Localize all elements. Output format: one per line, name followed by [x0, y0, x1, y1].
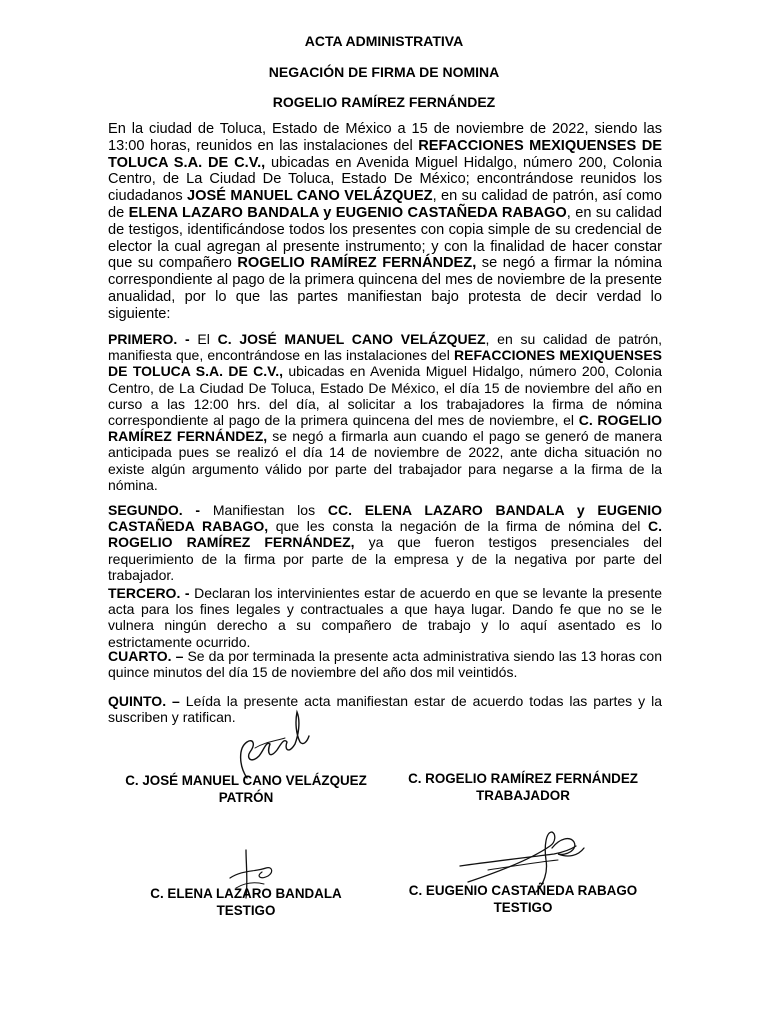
clause-label: CUARTO. –	[108, 648, 184, 664]
intro-worker-name: ROGELIO RAMÍREZ FERNÁNDEZ,	[237, 255, 477, 272]
clause-text: Manifiestan los	[200, 502, 328, 518]
signature-block-testigo-1	[140, 885, 352, 919]
clause-label: SEGUNDO. -	[108, 502, 201, 518]
document-subtitle: NEGACIÓN DE FIRMA DE NOMINA	[268, 64, 500, 80]
clause-primero	[108, 331, 662, 493]
clause-text: Se da por terminada la presente acta administrativa siendo las 13 horas con quince minutos del día 15 de noviembre del año dos mil veintidós.	[108, 648, 662, 681]
clause-text: Declaran los intervinientes estar de acuerdo en que se levante la presente acta para los fines legales y contractuales a que haya lugar. Dando fe que no se le vulnera ningún derecho a su compañero de trabajo y lo aquí asentado es lo estrictamente ocurrido.	[108, 585, 662, 650]
signature-block-testigo-2	[398, 882, 648, 916]
signer-name: C. ELENA LAZARO BANDALA	[150, 886, 342, 901]
intro-text: En la ciudad de Toluca, Estado de México a 15 de noviembre de 2022, siendo las 13:00 horas, reunidos en las instalaciones del	[108, 121, 662, 154]
intro-witnesses-names: ELENA LAZARO BANDALA y EUGENIO CASTAÑEDA RABAGO	[128, 204, 567, 221]
clause-bold-text: C. JOSÉ MANUEL CANO VELÁZQUEZ	[217, 331, 486, 347]
clause-text: se negó a firmarla aun cuando el pago se generó de manera anticipada pues se realizó el día 14 de noviembre de 2022, ante dicha situación no existe algún argumento válido por parte del trabajador para negarse a la firma de la nómina.	[108, 428, 662, 493]
clause-tercero	[108, 585, 662, 650]
intro-employer-name: JOSÉ MANUEL CANO VELÁZQUEZ	[187, 188, 433, 205]
clause-text: , en su calidad de patrón, manifiesta que, encontrándose en las instalaciones del	[108, 331, 663, 364]
signer-name: C. EUGENIO CASTAÑEDA RABAGO	[408, 883, 638, 898]
document-person-heading: ROGELIO RAMÍREZ FERNÁNDEZ	[272, 94, 496, 110]
clause-text: El	[189, 331, 218, 347]
signature-block-trabajador	[398, 770, 648, 804]
signer-name: C. JOSÉ MANUEL CANO VELÁZQUEZ	[125, 773, 367, 788]
document-title: ACTA ADMINISTRATIVA	[304, 33, 464, 49]
signer-role: TRABAJADOR	[476, 788, 570, 803]
clause-text: ubicadas en Avenida Miguel Hidalgo, número 200, Colonia Centro, de La Ciudad De Toluca, Estado De México, el día 15 de noviembre del año en curso a las 12:00 hrs. del día, al solicitar a los trabajadores la firma de nómina correspondiente al pago de la primera quincena del mes de noviembre, el	[108, 363, 662, 429]
clause-text: que les consta la negación de la firma de nómina del	[268, 518, 648, 535]
intro-company-name: REFACCIONES MEXIQUENSES DE TOLUCA S.A. DE C.V.,	[108, 137, 662, 171]
clause-cuarto	[108, 648, 662, 680]
clause-bold-text: REFACCIONES MEXIQUENSES DE TOLUCA S.A. DE C.V.,	[108, 347, 663, 380]
signature-block-patron	[118, 772, 374, 806]
clause-segundo	[108, 502, 662, 583]
signer-name: C. ROGELIO RAMÍREZ FERNÁNDEZ	[408, 771, 638, 786]
clause-bold-text: C. ROGELIO RAMÍREZ FERNÁNDEZ,	[108, 518, 662, 551]
signer-role: TESTIGO	[493, 900, 553, 915]
employer-signature	[225, 708, 315, 782]
intro-text: ubicadas en Avenida Miguel Hidalgo, número 200, Colonia Centro, de La Ciudad De Toluca, Estado De México; encontrándose reunidos los ciudadanos	[108, 154, 662, 205]
clause-bold-text: C. ROGELIO RAMÍREZ FERNÁNDEZ,	[108, 412, 662, 445]
intro-paragraph	[108, 121, 662, 323]
clause-bold-text: CC. ELENA LAZARO BANDALA y EUGENIO CASTAÑEDA RABAGO,	[108, 502, 662, 535]
clause-text: Leída la presente acta manifiestan estar de acuerdo todas las partes y la suscriben y ratifican.	[108, 693, 662, 726]
clause-label: TERCERO. -	[108, 585, 190, 601]
intro-text: , en su calidad de patrón, así como de	[108, 188, 662, 221]
clause-label: QUINTO. –	[108, 693, 180, 709]
signer-role: PATRÓN	[218, 790, 274, 805]
signer-role: TESTIGO	[216, 903, 276, 918]
clause-label: PRIMERO. -	[108, 331, 190, 347]
intro-text: , en su calidad de testigos, identificándose todos los presentes con copia simple de su credencial de elector la cual agregan al presente instrumento; y con la finalidad de hacer constar que su compañero	[108, 204, 662, 272]
clause-text: ya que fueron testigos presenciales del requerimiento de la firma por parte de la empresa y de la negativa por parte del trabajador.	[108, 534, 662, 583]
intro-text: se negó a firmar la nómina correspondiente al pago de la primera quincena del mes de noviembre de la presente anualidad, por lo que las partes manifiestan bajo protesta de decir verdad lo siguiente:	[108, 255, 662, 322]
clause-quinto	[108, 693, 662, 725]
